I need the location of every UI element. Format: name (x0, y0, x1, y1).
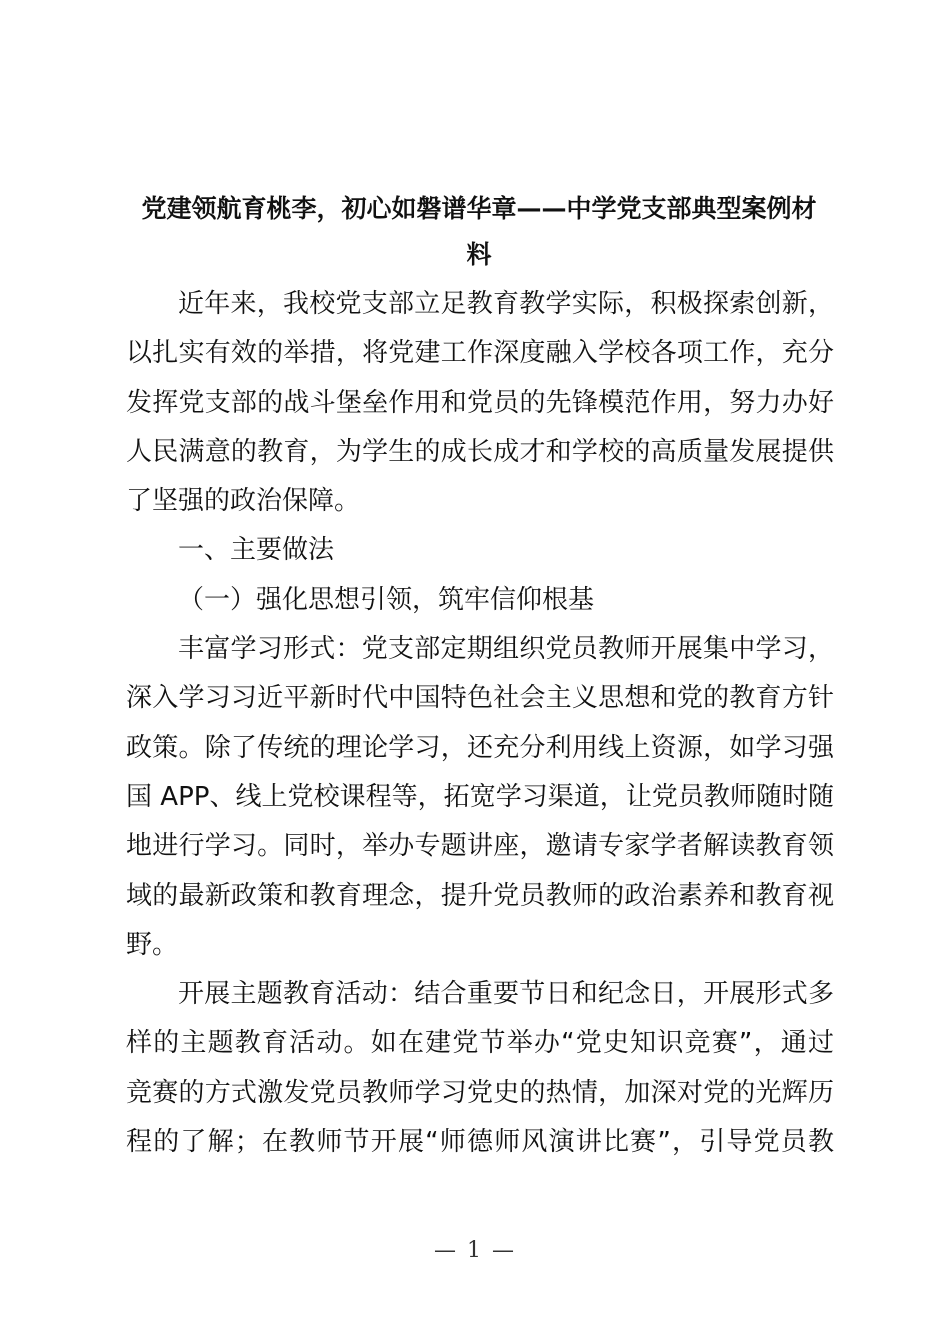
study-line: 域的最新政策和教育理念，提升党员教师的政治素养和教育视 (126, 880, 834, 911)
intro-paragraph (126, 280, 834, 526)
document-title (126, 186, 832, 278)
activity-line: 竞赛的方式激发党员教师学习党史的热情，加深对党的光辉历 (126, 1077, 834, 1108)
section-heading (126, 526, 834, 575)
intro-line: 发挥党支部的战斗堡垒作用和党员的先锋模范作用，努力办好 (126, 387, 834, 418)
study-line: 政策。除了传统的理论学习，还充分利用线上资源，如学习强 (126, 732, 834, 763)
title-line-1: 党建领航育桃李，初心如磐谱华章——中学党支部典型案例材 (141, 194, 817, 223)
study-line: 地进行学习。同时，举办专题讲座，邀请专家学者解读教育领 (126, 831, 834, 862)
activity-line: 样的主题教育活动。如在建党节举办“党史知识竞赛”，通过 (126, 1028, 834, 1059)
intro-line: 近年来，我校党支部立足教育教学实际，积极探索创新， (178, 289, 834, 319)
intro-line: 以扎实有效的举措，将党建工作深度融入学校各项工作，充分 (126, 338, 834, 369)
study-line: 丰富学习形式：党支部定期组织党员教师开展集中学习， (178, 634, 834, 665)
study-line: 深入学习习近平新时代中国特色社会主义思想和党的教育方针 (126, 683, 834, 714)
title-line-2: 料 (466, 240, 492, 269)
study-paragraph (126, 625, 834, 970)
intro-line: 人民满意的教育，为学生的成长成才和学校的高质量发展提供 (126, 436, 834, 467)
activity-line: 程的了解；在教师节开展“师德师风演讲比赛”，引导党员教 (126, 1127, 834, 1158)
activity-paragraph (126, 970, 834, 1167)
page-number: — 1 — (434, 1238, 516, 1263)
subsection-heading-text: （一）强化思想引领，筑牢信仰根基 (178, 584, 595, 615)
subsection-heading (126, 576, 834, 625)
study-line: 国 APP、线上党校课程等，拓宽学习渠道，让党员教师随时随 (126, 781, 834, 812)
study-line: 野。 (126, 929, 179, 960)
activity-line: 开展主题教育活动：结合重要节日和纪念日，开展形式多 (178, 979, 834, 1010)
section-heading-text: 一、主要做法 (178, 535, 335, 566)
document-body (126, 280, 834, 1167)
intro-line: 了坚强的政治保障。 (126, 486, 361, 517)
